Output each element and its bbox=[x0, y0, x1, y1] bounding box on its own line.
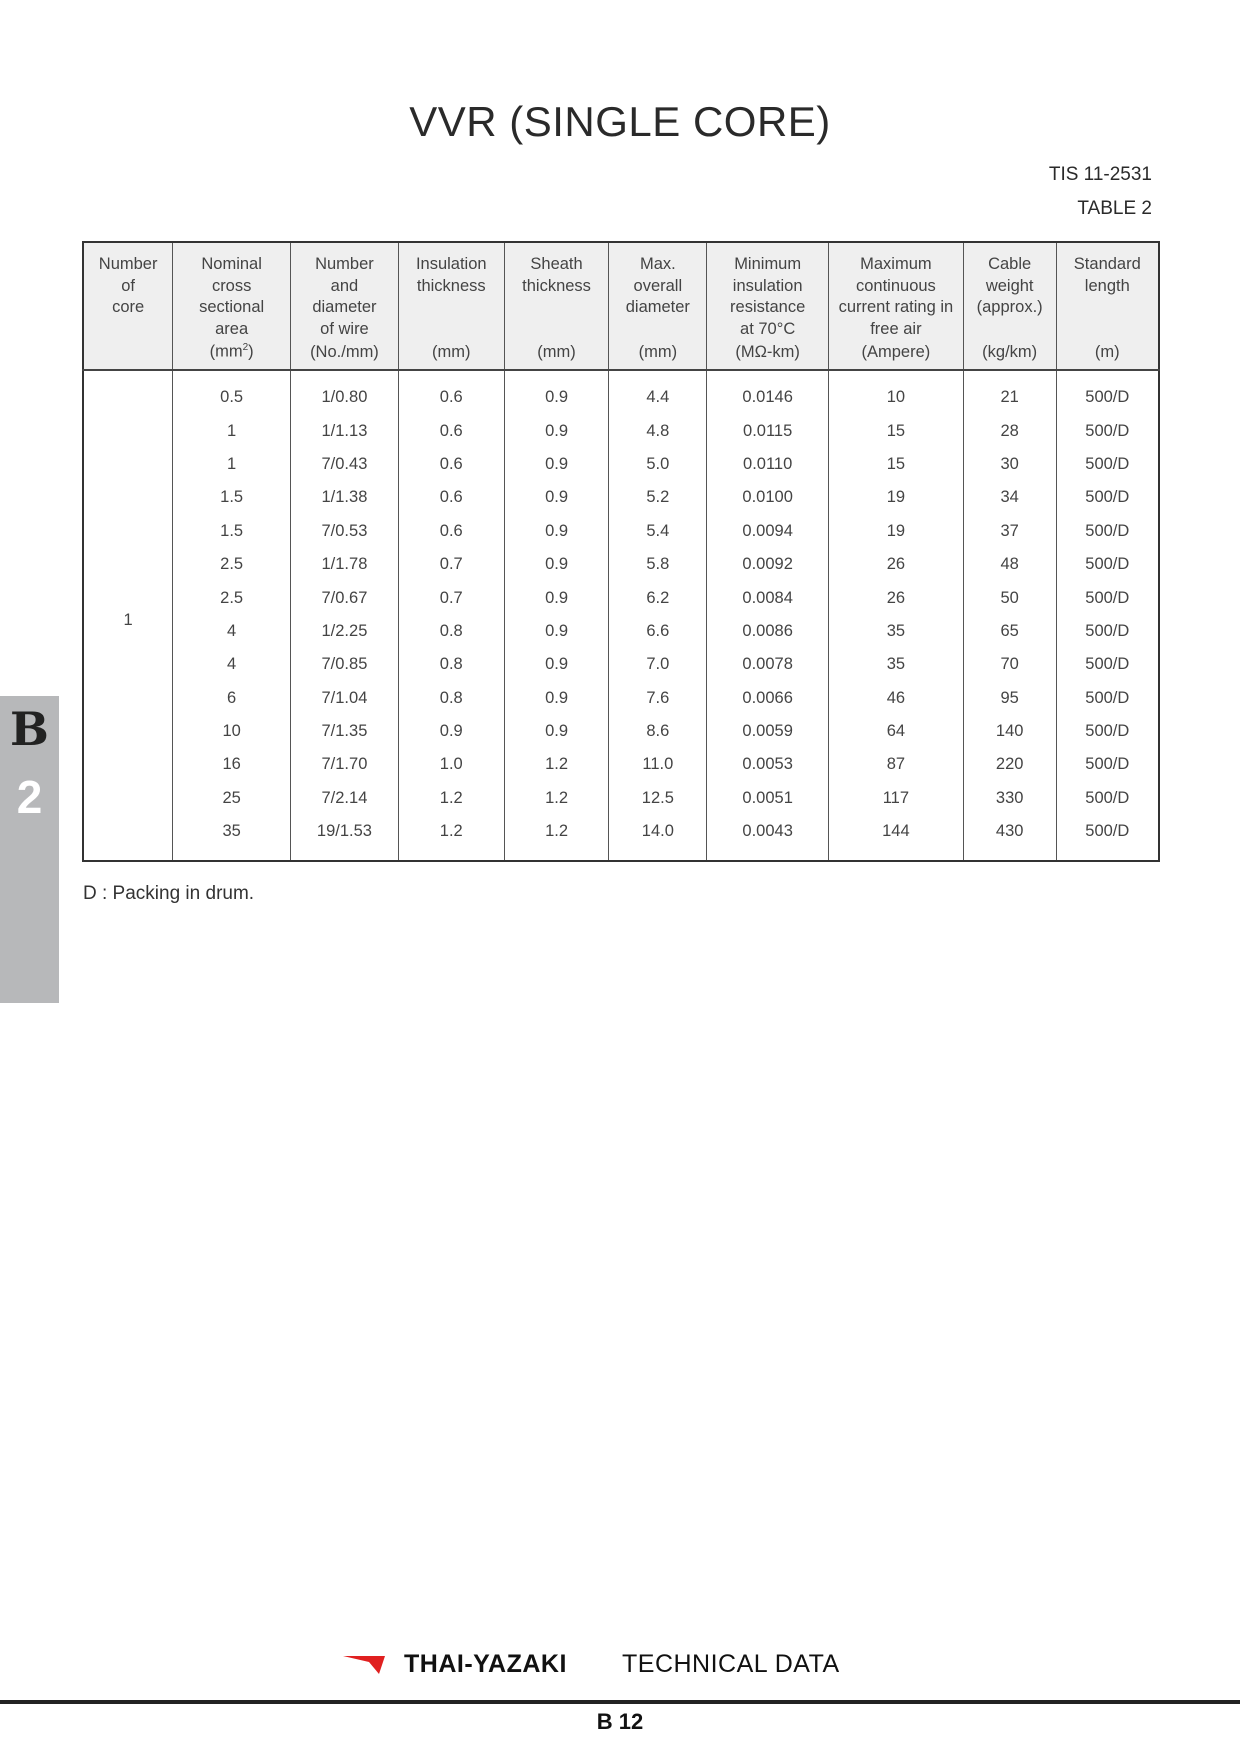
table-cell: 1.5 bbox=[173, 481, 291, 514]
header-unit: (mm) bbox=[537, 342, 576, 361]
table-cell: 0.0146 bbox=[707, 370, 829, 414]
packing-note: D : Packing in drum. bbox=[83, 883, 255, 904]
header-line: area bbox=[215, 319, 249, 338]
table-cell: 35 bbox=[173, 815, 291, 861]
table-cell: 430 bbox=[963, 815, 1056, 861]
header-unit: (Ampere) bbox=[861, 342, 931, 361]
header-line: thickness bbox=[416, 276, 486, 295]
header-line: weight bbox=[985, 276, 1034, 295]
table-cell: 0.7 bbox=[398, 581, 504, 614]
table-cell: 1/0.80 bbox=[291, 370, 399, 414]
table-cell: 4.4 bbox=[609, 370, 707, 414]
table-cell: 5.2 bbox=[609, 481, 707, 514]
table-cell: 500/D bbox=[1056, 782, 1159, 815]
table-cell: 7/1.70 bbox=[291, 748, 399, 781]
table-row bbox=[83, 615, 1159, 648]
table-cell: 0.0078 bbox=[707, 648, 829, 681]
table-cell: 1.0 bbox=[398, 748, 504, 781]
table-cell: 5.4 bbox=[609, 515, 707, 548]
header-line: Max. bbox=[639, 255, 676, 273]
table-cell: 2.5 bbox=[173, 548, 291, 581]
table-cell: 500/D bbox=[1056, 515, 1159, 548]
table-cell: 0.0092 bbox=[707, 548, 829, 581]
header-line: diameter bbox=[625, 298, 690, 316]
table-cell: 11.0 bbox=[609, 748, 707, 781]
table-cell: 5.0 bbox=[609, 448, 707, 481]
table-body bbox=[83, 370, 1159, 861]
header-line: sectional bbox=[199, 298, 265, 316]
table-row bbox=[83, 581, 1159, 614]
table-cell: 500/D bbox=[1056, 370, 1159, 414]
table-header-row bbox=[83, 242, 1159, 370]
table-cell: 1/1.38 bbox=[291, 481, 399, 514]
table-row bbox=[83, 515, 1159, 548]
table-cell: 500/D bbox=[1056, 615, 1159, 648]
table-cell: 500/D bbox=[1056, 548, 1159, 581]
table-cell: 0.6 bbox=[398, 414, 504, 447]
table-cell: 7/0.53 bbox=[291, 515, 399, 548]
standard-reference: TIS 11-2531 bbox=[1048, 164, 1152, 185]
header-unit: (MΩ-km) bbox=[735, 342, 800, 361]
table-cell: 0.0043 bbox=[707, 815, 829, 861]
header-unit: (kg/km) bbox=[982, 342, 1038, 361]
section-number: 2 bbox=[16, 771, 43, 823]
table-cell: 0.9 bbox=[504, 581, 609, 614]
header-line: Minimum bbox=[734, 255, 802, 273]
table-cell: 1.5 bbox=[173, 515, 291, 548]
table-cell: 0.9 bbox=[504, 615, 609, 648]
table-cell: 1 bbox=[173, 448, 291, 481]
table-row bbox=[83, 370, 1159, 414]
table-cell: 19 bbox=[829, 515, 964, 548]
table-cell: 0.8 bbox=[398, 648, 504, 681]
table-cell: 0.0059 bbox=[707, 715, 829, 748]
header-line: Standard bbox=[1073, 255, 1141, 273]
table-cell: 0.9 bbox=[504, 682, 609, 715]
header-line: resistance bbox=[730, 298, 806, 316]
table-cell: 6 bbox=[173, 682, 291, 715]
table-cell: 0.9 bbox=[504, 481, 609, 514]
table-cell: 95 bbox=[963, 682, 1056, 715]
header-line: diameter bbox=[312, 298, 377, 316]
table-row bbox=[83, 481, 1159, 514]
header-line: length bbox=[1084, 276, 1130, 295]
table-cell: 140 bbox=[963, 715, 1056, 748]
table-cell: 15 bbox=[829, 448, 964, 481]
table-cell: 500/D bbox=[1056, 748, 1159, 781]
table-cell: 14.0 bbox=[609, 815, 707, 861]
table-cell: 7.0 bbox=[609, 648, 707, 681]
header-line: Maximum bbox=[860, 255, 932, 273]
header-line: overall bbox=[633, 276, 683, 295]
table-cell: 0.0053 bbox=[707, 748, 829, 781]
column-header bbox=[1056, 242, 1159, 370]
header-line: core bbox=[112, 298, 145, 316]
table-cell: 10 bbox=[829, 370, 964, 414]
table-cell: 0.9 bbox=[504, 448, 609, 481]
table-cell: 0.0110 bbox=[707, 448, 829, 481]
table-cell: 0.6 bbox=[398, 370, 504, 414]
table-label: TABLE 2 bbox=[1077, 198, 1152, 219]
table-cell: 500/D bbox=[1056, 648, 1159, 681]
table-cell: 12.5 bbox=[609, 782, 707, 815]
table-cell: 7/2.14 bbox=[291, 782, 399, 815]
header-line: current rating in bbox=[838, 298, 954, 316]
column-header bbox=[707, 242, 829, 370]
table-cell: 1 bbox=[173, 414, 291, 447]
header-unit: (mm) bbox=[638, 342, 678, 361]
table-cell: 4.8 bbox=[609, 414, 707, 447]
table-cell: 144 bbox=[829, 815, 964, 861]
table-cell: 0.9 bbox=[504, 715, 609, 748]
table-cell: 7/0.43 bbox=[291, 448, 399, 481]
header-line: Cable bbox=[988, 255, 1032, 273]
table-cell: 50 bbox=[963, 581, 1056, 614]
cable-spec-table bbox=[82, 241, 1160, 862]
table-cell: 37 bbox=[963, 515, 1056, 548]
table-cell: 0.5 bbox=[173, 370, 291, 414]
table-cell: 35 bbox=[829, 648, 964, 681]
table-cell: 7/0.67 bbox=[291, 581, 399, 614]
column-header bbox=[398, 242, 504, 370]
table-cell: 87 bbox=[829, 748, 964, 781]
header-line: free air bbox=[870, 319, 922, 338]
table-cell: 1.2 bbox=[504, 815, 609, 861]
column-header bbox=[829, 242, 964, 370]
header-line: insulation bbox=[732, 276, 803, 295]
header-line: Insulation bbox=[415, 255, 487, 273]
table-row bbox=[83, 682, 1159, 715]
table-cell: 0.6 bbox=[398, 448, 504, 481]
table-cell: 7.6 bbox=[609, 682, 707, 715]
table-cell: 0.0066 bbox=[707, 682, 829, 715]
table-cell: 0.9 bbox=[504, 548, 609, 581]
header-line: cross bbox=[211, 276, 252, 295]
footer-subtitle: TECHNICAL DATA bbox=[622, 1650, 840, 1678]
table-cell: 0.8 bbox=[398, 615, 504, 648]
footer-divider bbox=[0, 1700, 1240, 1704]
table-cell: 26 bbox=[829, 581, 964, 614]
table-cell: 34 bbox=[963, 481, 1056, 514]
table-cell: 25 bbox=[173, 782, 291, 815]
brand-name: THAI-YAZAKI bbox=[404, 1650, 567, 1678]
table-cell: 0.9 bbox=[504, 515, 609, 548]
table-cell: 1/2.25 bbox=[291, 615, 399, 648]
table-cell: 0.9 bbox=[504, 370, 609, 414]
table-cell: 4 bbox=[173, 615, 291, 648]
table-row bbox=[83, 715, 1159, 748]
header-line: of bbox=[121, 276, 136, 295]
table-cell: 7/1.04 bbox=[291, 682, 399, 715]
table-cell: 220 bbox=[963, 748, 1056, 781]
table-cell: 1.2 bbox=[504, 748, 609, 781]
table-cell: 0.6 bbox=[398, 515, 504, 548]
table-cell: 65 bbox=[963, 615, 1056, 648]
header-line: of wire bbox=[320, 319, 369, 338]
header-line: at 70°C bbox=[740, 319, 796, 338]
table-cell: 28 bbox=[963, 414, 1056, 447]
table-cell: 8.6 bbox=[609, 715, 707, 748]
brand-logo-icon bbox=[343, 1654, 385, 1676]
table-cell: 1.2 bbox=[398, 782, 504, 815]
table-cell: 500/D bbox=[1056, 682, 1159, 715]
header-line: Number bbox=[98, 255, 158, 273]
table-cell: 26 bbox=[829, 548, 964, 581]
table-cell: 5.8 bbox=[609, 548, 707, 581]
header-line: Sheath bbox=[530, 255, 583, 273]
table-row bbox=[83, 648, 1159, 681]
table-cell: 500/D bbox=[1056, 481, 1159, 514]
table-cell: 0.0084 bbox=[707, 581, 829, 614]
table-cell: 1/1.78 bbox=[291, 548, 399, 581]
column-header bbox=[291, 242, 399, 370]
header-line: and bbox=[330, 276, 359, 295]
table-cell: 46 bbox=[829, 682, 964, 715]
table-cell: 0.9 bbox=[398, 715, 504, 748]
table-cell: 500/D bbox=[1056, 448, 1159, 481]
table-cell: 0.0115 bbox=[707, 414, 829, 447]
table-cell: 0.0094 bbox=[707, 515, 829, 548]
table-row bbox=[83, 414, 1159, 447]
table-cell: 330 bbox=[963, 782, 1056, 815]
table-cell: 0.7 bbox=[398, 548, 504, 581]
column-header bbox=[83, 242, 173, 370]
table-row bbox=[83, 548, 1159, 581]
section-letter: B bbox=[10, 702, 49, 756]
header-unit: (No./mm) bbox=[310, 342, 379, 361]
table-cell: 21 bbox=[963, 370, 1056, 414]
table-cell: 0.0100 bbox=[707, 481, 829, 514]
table-row bbox=[83, 448, 1159, 481]
table-cell: 0.9 bbox=[504, 414, 609, 447]
table-cell: 500/D bbox=[1056, 815, 1159, 861]
table-cell: 4 bbox=[173, 648, 291, 681]
table-cell: 2.5 bbox=[173, 581, 291, 614]
table-cell: 7/0.85 bbox=[291, 648, 399, 681]
table-cell: 0.0086 bbox=[707, 615, 829, 648]
column-header bbox=[173, 242, 291, 370]
table-cell: 19 bbox=[829, 481, 964, 514]
column-header bbox=[504, 242, 609, 370]
header-line: thickness bbox=[522, 276, 591, 295]
table-cell: 0.6 bbox=[398, 481, 504, 514]
table-row bbox=[83, 782, 1159, 815]
table-cell: 0.8 bbox=[398, 682, 504, 715]
table-cell: 500/D bbox=[1056, 715, 1159, 748]
table-cell: 7/1.35 bbox=[291, 715, 399, 748]
table-cell: 16 bbox=[173, 748, 291, 781]
table-row bbox=[83, 748, 1159, 781]
core-count-cell: 1 bbox=[83, 370, 173, 861]
table-cell: 48 bbox=[963, 548, 1056, 581]
table-cell: 1.2 bbox=[398, 815, 504, 861]
table-cell: 19/1.53 bbox=[291, 815, 399, 861]
header-unit: (m) bbox=[1094, 342, 1120, 361]
table-cell: 500/D bbox=[1056, 581, 1159, 614]
table-cell: 70 bbox=[963, 648, 1056, 681]
table-cell: 10 bbox=[173, 715, 291, 748]
header-line: Nominal bbox=[201, 255, 262, 273]
table-cell: 500/D bbox=[1056, 414, 1159, 447]
table-cell: 30 bbox=[963, 448, 1056, 481]
table-cell: 6.2 bbox=[609, 581, 707, 614]
table-cell: 0.0051 bbox=[707, 782, 829, 815]
page-title: VVR (SINGLE CORE) bbox=[409, 98, 831, 145]
table-cell: 6.6 bbox=[609, 615, 707, 648]
table-cell: 1.2 bbox=[504, 782, 609, 815]
table-cell: 35 bbox=[829, 615, 964, 648]
section-side-tab bbox=[0, 696, 59, 1003]
table-cell: 1/1.13 bbox=[291, 414, 399, 447]
header-line: (approx.) bbox=[976, 298, 1043, 316]
table-cell: 117 bbox=[829, 782, 964, 815]
header-unit: $(mm^2)$ bbox=[209, 342, 254, 361]
header-line: Number bbox=[315, 255, 374, 273]
column-header bbox=[963, 242, 1056, 370]
table-row bbox=[83, 815, 1159, 861]
column-header bbox=[609, 242, 707, 370]
table-cell: 15 bbox=[829, 414, 964, 447]
footer-brand bbox=[0, 1648, 1240, 1682]
header-unit: (mm) bbox=[432, 342, 471, 361]
table-cell: 64 bbox=[829, 715, 964, 748]
table-cell: 0.9 bbox=[504, 648, 609, 681]
header-line: continuous bbox=[855, 276, 936, 295]
page-number: B 12 bbox=[596, 1709, 644, 1734]
